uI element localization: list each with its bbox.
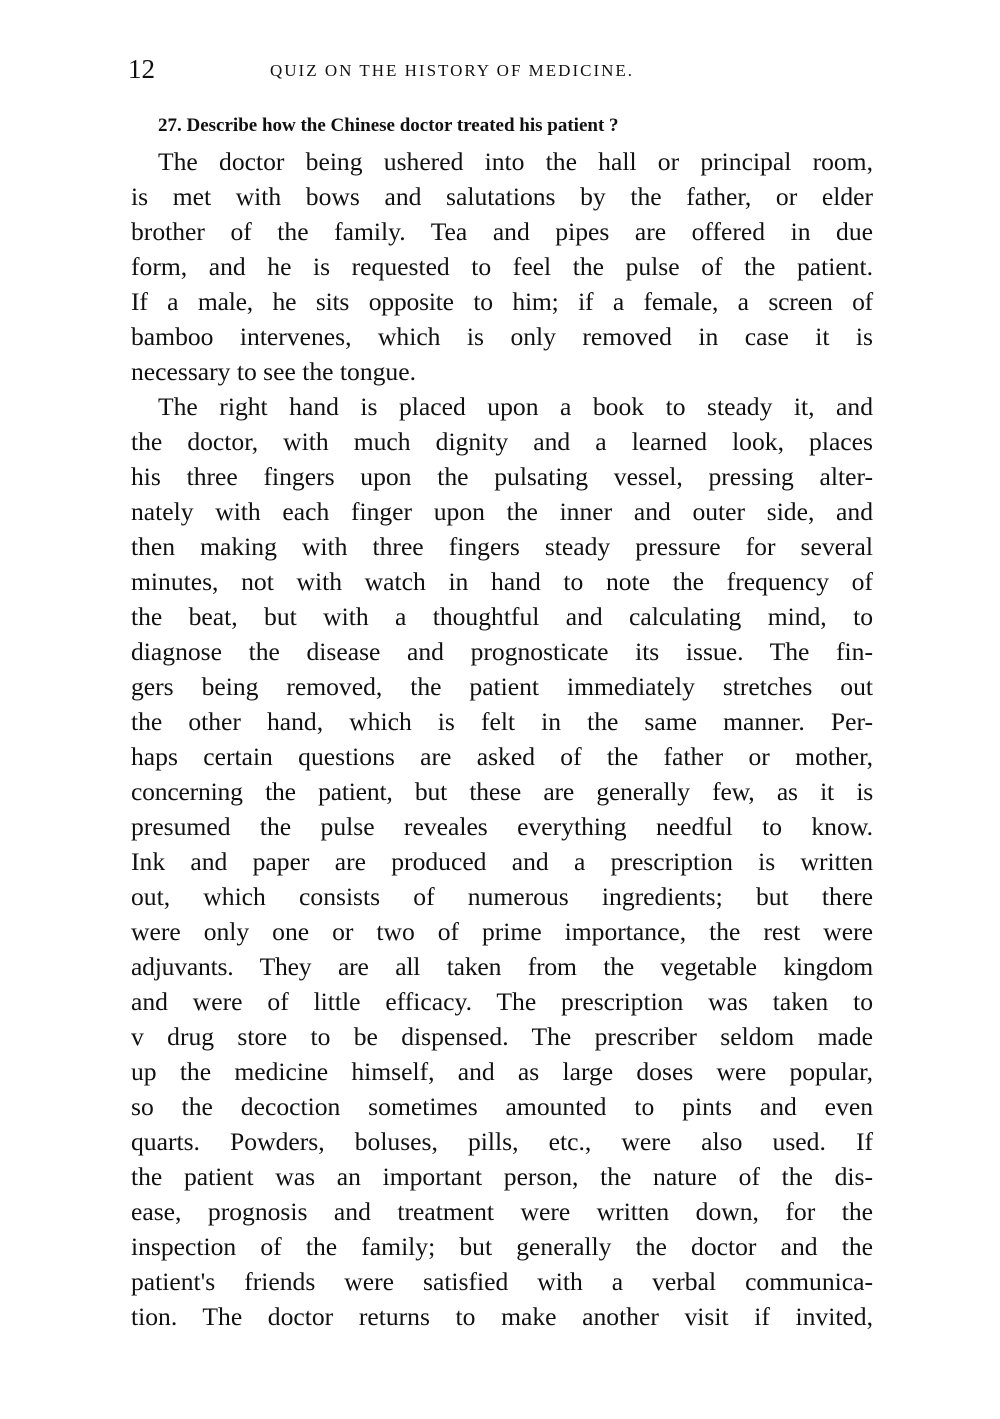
text-line: bamboo intervenes, which is only removed in case it is — [131, 322, 873, 351]
text-line: then making with three fingers steady pressure for several — [131, 532, 873, 561]
text-line: patient's friends were satisfied with a verbal communica- — [131, 1267, 873, 1296]
text-line: inspection of the family; but generally the doctor and the — [131, 1232, 873, 1261]
page-number: 12 — [128, 54, 155, 84]
text-line: necessary to see the tongue. — [131, 357, 416, 386]
text-line: tion. The doctor returns to make another visit if invited, — [131, 1302, 873, 1331]
text-line: v drug store to be dispensed. The prescriber seldom made — [131, 1022, 873, 1051]
running-title: QUIZ ON THE HISTORY OF MEDICINE. — [270, 61, 635, 80]
text-line: If a male, he sits opposite to him; if a female, a screen of — [131, 287, 873, 316]
text-line: Ink and paper are produced and a prescription is written — [131, 847, 873, 876]
text-line: ease, prognosis and treatment were written down, for the — [131, 1197, 873, 1226]
text-line: out, which consists of numerous ingredients; but there — [131, 882, 873, 911]
text-line: concerning the patient, but these are generally few, as it is — [131, 777, 873, 806]
text-line: his three fingers upon the pulsating vessel, pressing alter- — [131, 462, 873, 491]
text-line: and were of little efficacy. The prescription was taken to — [131, 987, 873, 1016]
text-line: were only one or two of prime importance, the rest were — [131, 917, 873, 946]
text-line: minutes, not with watch in hand to note the frequency of — [131, 567, 873, 596]
text-line: gers being removed, the patient immediately stretches out — [131, 672, 873, 701]
text-line: form, and he is requested to feel the pulse of the patient. — [131, 252, 873, 281]
text-line: brother of the family. Tea and pipes are offered in due — [131, 217, 873, 246]
text-line: quarts. Powders, boluses, pills, etc., were also used. If — [131, 1127, 873, 1156]
text-line: so the decoction sometimes amounted to pints and even — [131, 1092, 873, 1121]
text-line: adjuvants. They are all taken from the vegetable kingdom — [131, 952, 873, 981]
text-line: is met with bows and salutations by the father, or elder — [131, 182, 873, 211]
text-line: presumed the pulse reveales everything needful to know. — [131, 812, 873, 841]
text-line: The doctor being ushered into the hall or principal room, — [158, 147, 873, 176]
text-line: up the medicine himself, and as large doses were popular, — [131, 1057, 873, 1086]
text-line: nately with each finger upon the inner and outer side, and — [131, 497, 873, 526]
text-line: the other hand, which is felt in the same manner. Per- — [131, 707, 873, 736]
text-line: the beat, but with a thoughtful and calculating mind, to — [131, 602, 873, 631]
text-line: the patient was an important person, the nature of the dis- — [131, 1162, 873, 1191]
paragraph-1 — [131, 144, 873, 389]
paragraph-2 — [131, 389, 873, 1334]
text-line: diagnose the disease and prognosticate its issue. The fin- — [131, 637, 873, 666]
question-heading: 27. Describe how the Chinese doctor treated his patient ? — [158, 115, 619, 136]
text-line: the doctor, with much dignity and a learned look, places — [131, 427, 873, 456]
text-line: The right hand is placed upon a book to steady it, and — [158, 392, 873, 421]
running-header — [128, 52, 873, 92]
answer-body — [131, 144, 873, 1334]
text-line: haps certain questions are asked of the father or mother, — [131, 742, 873, 771]
